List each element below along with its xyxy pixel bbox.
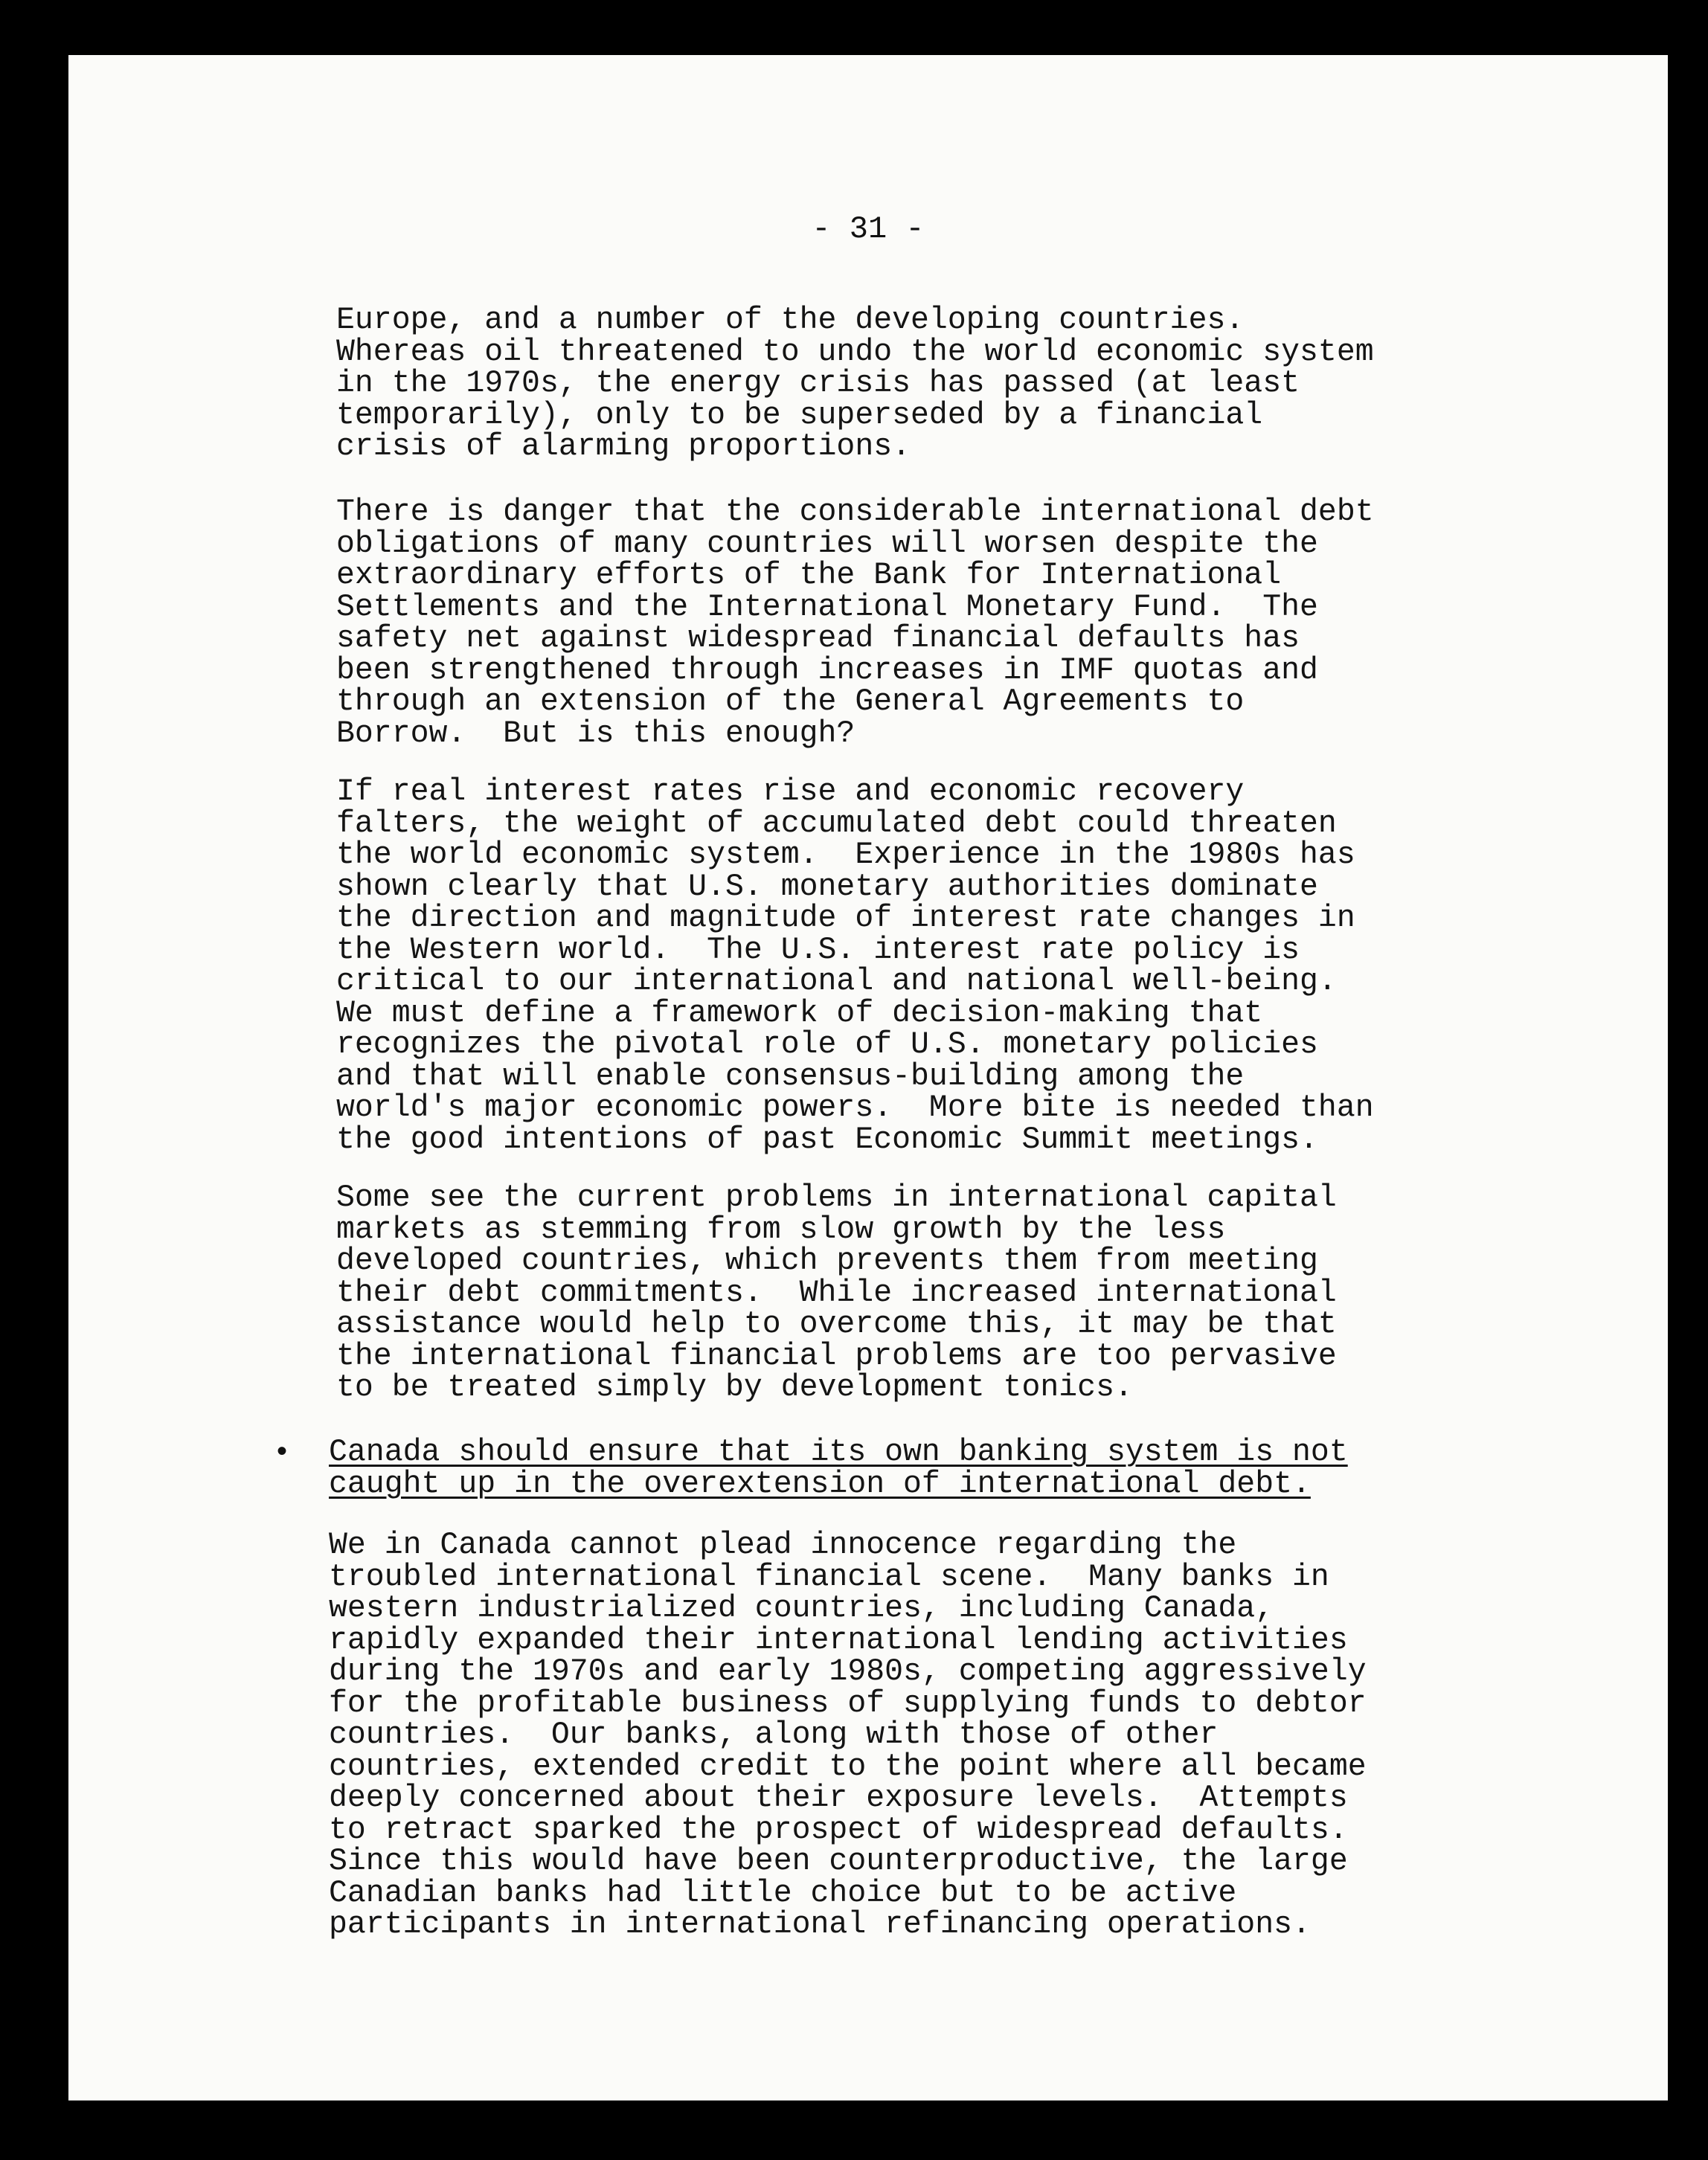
text-line: Canada should ensure that its own banking system is not <box>329 1435 1348 1470</box>
text-line: their debt commitments. While increased international <box>336 1275 1337 1311</box>
text-line: temporarily), only to be superseded by a financial <box>336 397 1263 433</box>
paragraph-3 <box>336 774 1374 1157</box>
text-line: Whereas oil threatened to undo the world economic system <box>336 334 1374 370</box>
text-line: Canadian banks had little choice but to be active <box>329 1875 1237 1911</box>
text-line: We in Canada cannot plead innocence regarding the <box>329 1528 1237 1563</box>
text-line: to retract sparked the prospect of widespread defaults. <box>329 1812 1348 1848</box>
text-line: rapidly expanded their international lending activities <box>329 1622 1348 1658</box>
text-line: for the profitable business of supplying funds to debtor <box>329 1685 1367 1721</box>
paragraph-1 <box>336 305 1374 463</box>
text-line: There is danger that the considerable international debt <box>336 495 1374 530</box>
text-line: Some see the current problems in international capital <box>336 1180 1337 1215</box>
text-line: safety net against widespread financial defaults has <box>336 621 1300 656</box>
bullet-icon: • <box>273 1437 292 1470</box>
paragraph-4 <box>336 1180 1337 1405</box>
text-line: the Western world. The U.S. interest rate policy is <box>336 932 1300 968</box>
text-line: western industrialized countries, including Canada, <box>329 1591 1274 1626</box>
document-page <box>68 55 1668 2100</box>
text-line: caught up in the overextension of international debt. <box>329 1466 1311 1502</box>
text-line: the good intentions of past Economic Summit meetings. <box>336 1122 1318 1157</box>
text-line: and that will enable consensus-building among the <box>336 1058 1245 1094</box>
text-line: deeply concerned about their exposure levels. Attempts <box>329 1781 1348 1816</box>
recommendation-text <box>329 1437 1348 1500</box>
text-line: countries. Our banks, along with those of other <box>329 1717 1219 1752</box>
text-line: falters, the weight of accumulated debt could threaten <box>336 806 1337 841</box>
text-line: Europe, and a number of the developing countries. <box>336 303 1245 338</box>
text-line: participants in international refinancing operations. <box>329 1907 1311 1942</box>
text-line: Borrow. But is this enough? <box>336 716 855 751</box>
text-line: markets as stemming from slow growth by the less <box>336 1212 1226 1247</box>
text-line: Settlements and the International Monetary Fund. The <box>336 589 1318 625</box>
text-line: during the 1970s and early 1980s, competing aggressively <box>329 1654 1367 1689</box>
text-line: crisis of alarming proportions. <box>336 429 911 464</box>
text-line: extraordinary efforts of the Bank for International <box>336 558 1282 593</box>
text-line: obligations of many countries will worsen despite the <box>336 526 1318 562</box>
text-line: We must define a framework of decision-making that <box>336 995 1263 1031</box>
text-line: shown clearly that U.S. monetary authorities dominate <box>336 869 1318 904</box>
text-line: the international financial problems are too pervasive <box>336 1338 1337 1374</box>
text-line: assistance would help to overcome this, it may be that <box>336 1307 1337 1342</box>
page-number: - 31 - <box>812 211 925 247</box>
paragraph-5 <box>329 1530 1367 1941</box>
text-line: recognizes the pivotal role of U.S. monetary policies <box>336 1027 1318 1062</box>
text-line: countries, extended credit to the point where all became <box>329 1749 1367 1784</box>
text-line: world's major economic powers. More bite is needed than <box>336 1090 1374 1125</box>
text-line: troubled international financial scene. Many banks in <box>329 1559 1329 1595</box>
text-line: been strengthened through increases in IMF quotas and <box>336 652 1318 688</box>
text-line: developed countries, which prevents them from meeting <box>336 1244 1318 1279</box>
text-line: through an extension of the General Agreements to <box>336 684 1245 719</box>
text-line: If real interest rates rise and economic recovery <box>336 774 1245 809</box>
text-line: the world economic system. Experience in the 1980s has <box>336 838 1355 872</box>
text-line: Since this would have been counterproductive, the large <box>329 1844 1348 1879</box>
text-line: critical to our international and national well-being. <box>336 964 1337 999</box>
text-line: the direction and magnitude of interest rate changes in <box>336 901 1355 936</box>
paragraph-2 <box>336 497 1374 750</box>
text-line: to be treated simply by development tonics. <box>336 1370 1133 1405</box>
text-line: in the 1970s, the energy crisis has passed (at least <box>336 366 1300 401</box>
